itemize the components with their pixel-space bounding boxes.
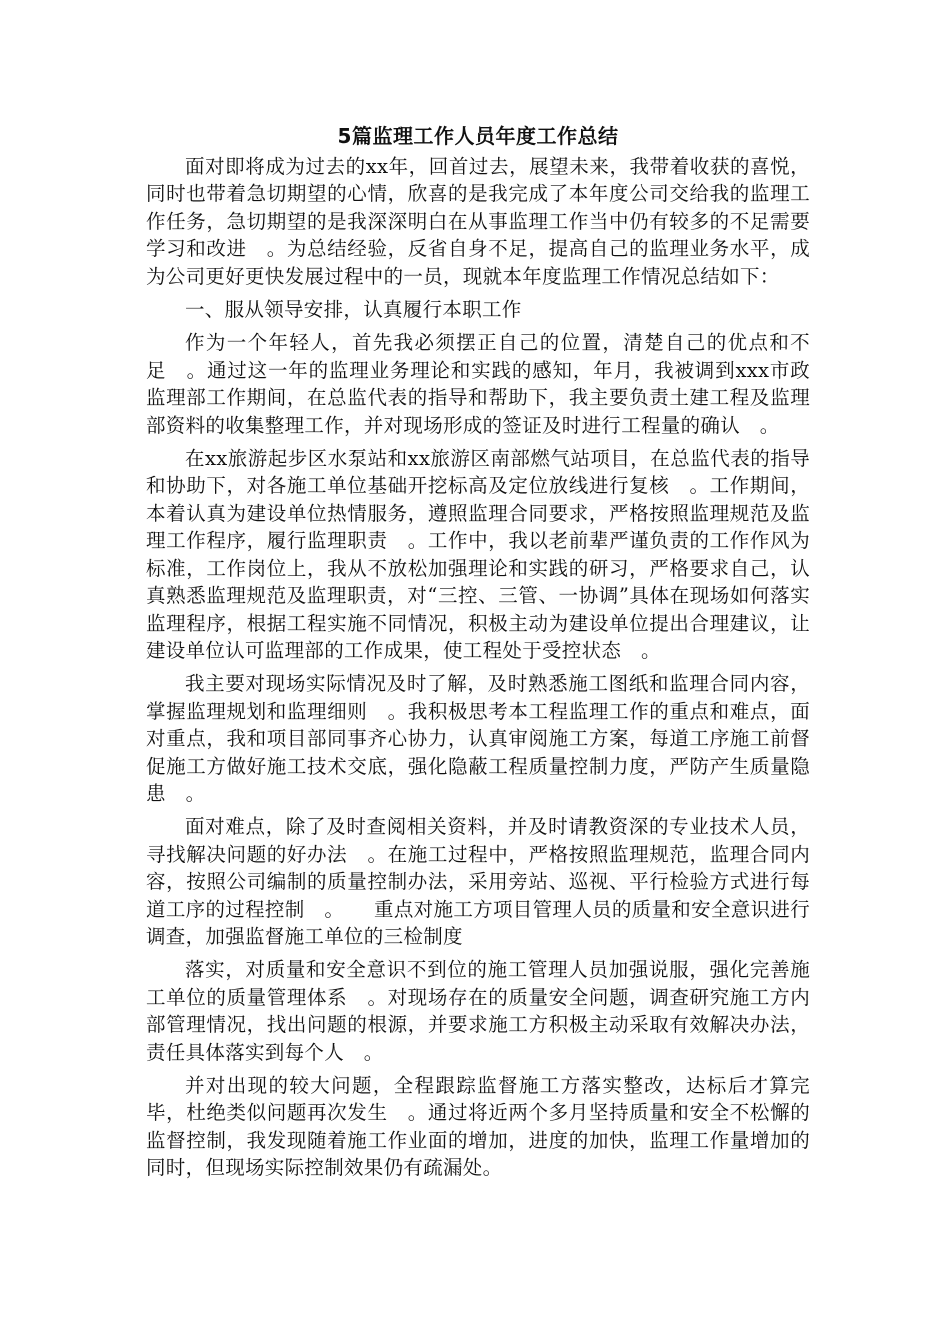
paragraph-followup: 并对出现的较大问题，全程跟踪监督施工方落实整改，达标后才算完毕，杜绝类似问题再次发生 。通过将近两个多月坚持质量和安全不松懈的监督控制，我发现随着施工作业面的增加，进度的加快，监理工作量增加的同时，但现场实际控制效果仍有疏漏处。 xyxy=(146,1074,810,1180)
paragraph-implementation: 落实，对质量和安全意识不到位的施工管理人员加强说服，强化完善施工单位的质量管理体系 。对现场存在的质量安全问题，调查研究施工方内部管理情况，找出问题的根源，并要求施工方积极主动采取有效解决办法，责任具体落实到每个人 。 xyxy=(146,958,810,1064)
document-page xyxy=(146,121,810,1188)
paragraph-site-understanding: 我主要对现场实际情况及时了解，及时熟悉施工图纸和监理合同内容，掌握监理规划和监理细则 。我积极思考本工程监理工作的重点和难点，面对重点，我和项目部同事齐心协力，认真审阅施工方案，每道工序施工前督促施工方做好施工技术交底，强化隐蔽工程质量控制力度，严防产生质量隐患 。 xyxy=(146,672,810,805)
paragraph-intro: 面对即将成为过去的xx年，回首过去，展望未来，我带着收获的喜悦，同时也带着急切期望的心情，欣喜的是我完成了本年度公司交给我的监理工作任务，急切期望的是我深深明白在从事监理工作当中仍有较多的不足需要学习和改进 。为总结经验，反省自身不足，提高自己的监理业务水平，成为公司更好更快发展过程中的一员，现就本年度监理工作情况总结如下： xyxy=(146,155,810,288)
paragraph-position: 作为一个年轻人，首先我必须摆正自己的位置，清楚自己的优点和不足 。通过这一年的监理业务理论和实践的感知，年月，我被调到xxx市政监理部工作期间，在总监代表的指导和帮助下，我主要负责土建工程及监理部资料的收集整理工作，并对现场形成的签证及时进行工程量的确认 。 xyxy=(146,331,810,437)
section-heading: 一、服从领导安排，认真履行本职工作 xyxy=(185,298,522,322)
paragraph-difficulties: 面对难点，除了及时查阅相关资料，并及时请教资深的专业技术人员，寻找解决问题的好办法 。在施工过程中，严格按照监理规范，监理合同内容，按照公司编制的质量控制办法，采用旁站、巡视、平行检验方式进行每道工序的过程控制 。 重点对施工方项目管理人员的质量和安全意识进行调查，加强监督施工单位的三检制度 xyxy=(146,815,810,948)
paragraph-project: 在xx旅游起步区水泵站和xx旅游区南部燃气站项目，在总监代表的指导和协助下，对各施工单位基础开挖标高及定位放线进行复核 。工作期间，本着认真为建设单位热情服务，遵照监理合同要求，严格按照监理规范及监理工作程序，履行监理职责 。工作中，我以老前辈严谨负责的工作作风为标准，工作岗位上，我从不放松加强理论和实践的研习，严格要求自己，认真熟悉监理规范及监理职责，对“三控、三管、一协调”具体在现场如何落实监理程序，根据工程实施不同情况，积极主动为建设单位提出合理建议，让建设单位认可监理部的工作成果，使工程处于受控状态 。 xyxy=(146,447,810,662)
document-title: 5篇监理工作人员年度工作总结 xyxy=(337,124,619,148)
